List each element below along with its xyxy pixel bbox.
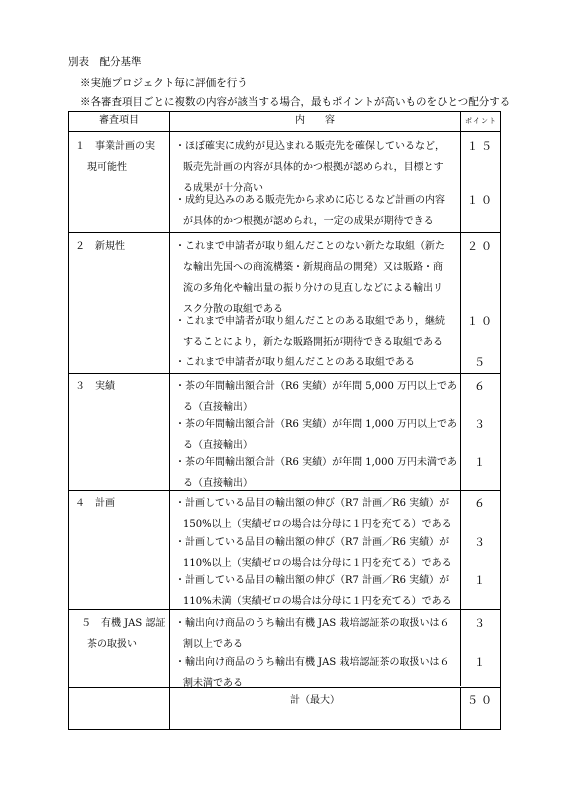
points-feasibility-1: １５ (467, 140, 495, 153)
criterion-track-record-3: ・茶の年間輸出額合計（R6 実績）が年間 1,000 万円未満であ る（直接輸出） (175, 457, 458, 489)
points-organic-jas-2: １ (474, 656, 488, 669)
note-max-point: ※各審査項目ごとに複数の内容が該当する場合，最もポイントが高いものをひとつ配分する (80, 96, 511, 108)
criterion-track-record-2: ・茶の年間輸出額合計（R6 実績）が年間 1,000 万円以上であ る（直接輸出） (175, 419, 458, 451)
points-plan-3: １ (474, 574, 488, 587)
category-novelty: ２ 新規性 (75, 241, 125, 252)
points-feasibility-2: １０ (467, 194, 495, 207)
header-content: 内 容 (295, 115, 335, 126)
row-divider-1 (69, 232, 500, 233)
points-novelty-2: １０ (467, 315, 495, 328)
criterion-track-record-1: ・茶の年間輸出額合計（R6 実績）が年間 5,000 万円以上であ る（直接輸出） (175, 381, 458, 413)
points-track-record-2: ３ (474, 418, 488, 431)
scoring-table (68, 111, 501, 730)
header-category: 審査項目 (99, 115, 139, 126)
criterion-novelty-1: ・これまで申請者が取り組んだことのない新たな取組（新た な輸出先国への商流構築・新規商品の開発）又は販路・商 流の多角化や輸出量の振り分けの見直しなどによる輸出リ スク分散の取組である (175, 241, 445, 315)
points-novelty-1: ２０ (467, 240, 495, 253)
category-plan: ４ 計画 (75, 498, 115, 509)
points-plan-1: ６ (474, 497, 488, 510)
points-track-record-1: ６ (474, 380, 488, 393)
criterion-feasibility-2: ・成約見込みのある販売先から求めに応じるなど計画の内容 が具体的かつ根拠が認められ，一定の成果が期待できる (175, 195, 445, 227)
points-track-record-3: １ (474, 456, 488, 469)
header-points: ポイント (465, 117, 497, 125)
points-organic-jas-1: ３ (474, 617, 488, 630)
criterion-organic-jas-2: ・輸出向け商品のうち輸出有機 JAS 栽培認証茶の取扱いは６ 割未満である (175, 657, 450, 689)
total-points: ５０ (467, 694, 495, 707)
points-plan-2: ３ (474, 536, 488, 549)
header-row-divider (69, 131, 500, 132)
note-per-project: ※実施プロジェクト毎に評価を行う (80, 77, 248, 89)
category-track-record: ３ 実績 (75, 381, 115, 392)
category-organic-jas: ５ 有機 JAS 認証 茶の取扱い (81, 618, 166, 650)
criterion-organic-jas-1: ・輸出向け商品のうち輸出有機 JAS 栽培認証茶の取扱いは６ 割以上である (175, 618, 450, 650)
criterion-plan-3: ・計画している品目の輸出額の伸び（R7 計画／R6 実績）が 110%未満（実績ゼロの場合は分母に１円を充てる）である (175, 575, 452, 607)
criterion-feasibility-1: ・ほぼ確実に成約が見込まれる販売先を確保しているなど， 販売先計画の内容が具体的かつ根拠が認められ，目標とす る成果が十分高い (175, 141, 445, 194)
criterion-novelty-3: ・これまで申請者が取り組んだことのある取組である (175, 357, 415, 368)
points-novelty-3: ５ (474, 356, 488, 369)
criterion-plan-1: ・計画している品目の輸出額の伸び（R7 計画／R6 実績）が 150%以上（実績ゼロの場合は分母に１円を充てる）である (175, 498, 452, 530)
total-points-divider (460, 687, 461, 729)
criterion-novelty-2: ・これまで申請者が取り組んだことのある取組であり，継続 することにより，新たな販路開拓が期待できる取組である (175, 316, 445, 348)
category-feasibility: １ 事業計画の実 現可能性 (75, 141, 155, 173)
criterion-plan-2: ・計画している品目の輸出額の伸び（R7 計画／R6 実績）が 110%以上（実績ゼロの場合は分母に１円を充てる）である (175, 537, 452, 569)
row-divider-2 (69, 373, 500, 374)
document-title: 別表 配分基準 (68, 56, 142, 68)
total-label: 計（最大） (290, 695, 340, 706)
